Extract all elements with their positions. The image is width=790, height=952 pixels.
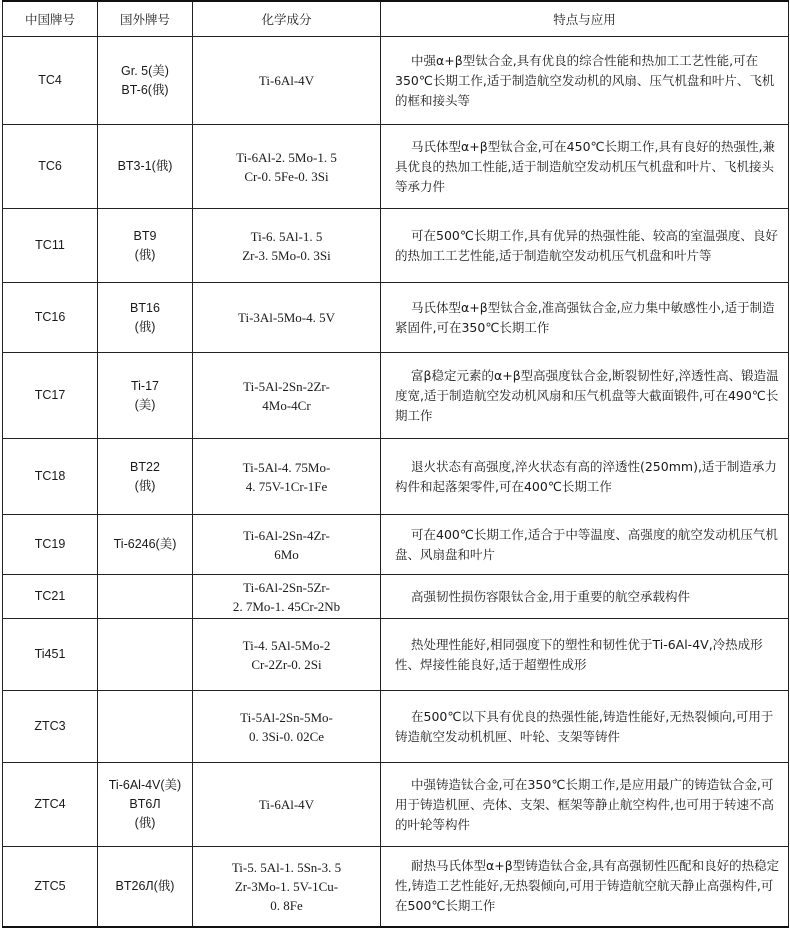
chemical-composition-line: Cr-0. 5Fe-0. 3Si [244, 168, 329, 184]
foreign-grade-line: Ti-6Al-4V(美) [108, 778, 182, 792]
features-applications-text: 可在500℃长期工作,具有优异的热强性能、较高的室温强度、良好的热加工工艺性能,适于制造航空发动机压气机盘和叶片等 [395, 227, 778, 263]
cn-grade-cell: ZTC4 [3, 763, 98, 847]
chemical-composition-line: Ti-6Al-4V [258, 797, 315, 812]
chemical-composition-line: Ti-5Al-2Sn-2Zr- [243, 378, 330, 394]
chemical-composition-cell [193, 763, 381, 847]
cn-grade-cell: TC4 [3, 37, 98, 125]
table-row [3, 439, 789, 515]
features-applications-cell [381, 515, 789, 575]
foreign-grade-cell [98, 283, 193, 353]
foreign-grade-line: BT22 [130, 459, 160, 474]
foreign-grade-cell [98, 353, 193, 439]
cn-grade-cell: TC18 [3, 439, 98, 515]
chemical-composition-line: Ti-6Al-2. 5Mo-1. 5 [236, 149, 337, 165]
foreign-grade-line: (俄) [134, 816, 156, 830]
features-applications-text: 耐热马氏体型α+β型铸造钛合金,具有高强韧性匹配和良好的热稳定性,铸造工艺性能好,无热裂倾向,可用于铸造航空航天静止高强构件,可在500℃长期工作 [395, 858, 780, 914]
chemical-composition-cell [193, 575, 381, 619]
features-applications-text: 中强α+β型钛合金,具有优良的综合性能和热加工工艺性能,可在350℃长期工作,适于制造航空发动机的风扇、压气机盘和叶片、飞机的框和接头等 [395, 52, 775, 108]
table-row [3, 37, 789, 125]
table-row [3, 283, 789, 353]
cn-grade-cell: TC16 [3, 283, 98, 353]
chemical-composition-line: 4Mo-4Cr [262, 397, 311, 413]
foreign-grade-line: BT-6(俄) [121, 82, 169, 97]
table-row [3, 353, 789, 439]
features-applications-text: 热处理性能好,相同强度下的塑性和韧性优于Ti-6Al-4V,冷热成形性、焊接性能良好,适于超塑性成形 [395, 636, 763, 672]
cn-grade-cell: TC21 [3, 575, 98, 619]
chemical-composition-line: 4. 75V-1Cr-1Fe [245, 478, 328, 494]
foreign-grade-line: (美) [134, 397, 156, 412]
table-row [3, 763, 789, 847]
foreign-grade-line: Ti-17 [130, 378, 159, 393]
cn-grade-cell: TC19 [3, 515, 98, 575]
chemical-composition-cell [193, 37, 381, 125]
features-applications-cell [381, 439, 789, 515]
table-row [3, 209, 789, 283]
chemical-composition-cell [193, 125, 381, 209]
foreign-grade-cell [98, 691, 193, 763]
chemical-composition-cell [193, 847, 381, 927]
features-applications-cell [381, 847, 789, 927]
chemical-composition-cell [193, 209, 381, 283]
foreign-grade-cell [98, 619, 193, 691]
foreign-grade-line: BT3-1(俄) [117, 159, 173, 173]
chemical-composition-cell [193, 691, 381, 763]
features-applications-text: 在500℃以下具有优良的热强性能,铸造性能好,无热裂倾向,可用于铸造航空发动机机匣、叶轮、支架等铸件 [395, 708, 774, 744]
foreign-grade-line: BT16 [130, 300, 160, 315]
chemical-composition-line: Zr-3. 5Mo-0. 3Si [242, 247, 331, 263]
foreign-grade-cell [98, 763, 193, 847]
features-applications-text: 退火状态有高强度,淬火状态有高的淬透性(250mm),适于制造承力构件和起落架零件,可在400℃长期工作 [395, 458, 777, 494]
features-applications-text: 高强韧性损伤容限钛合金,用于重要的航空承载构件 [411, 588, 690, 604]
features-applications-text: 马氏体型α+β型钛合金,可在450℃长期工作,具有良好的热强性,兼具优良的热加工性能,适于制造航空发动机压气机盘和叶片、飞机接头等承力件 [395, 138, 776, 194]
features-applications-cell [381, 209, 789, 283]
cn-grade-cell: ZTC5 [3, 847, 98, 927]
chemical-composition-line: Ti-6Al-2Sn-4Zr- [243, 527, 330, 543]
foreign-grade-cell [98, 37, 193, 125]
chemical-composition-line: Ti-5Al-4. 75Mo- [242, 459, 331, 475]
features-applications-text: 可在400℃长期工作,适合于中等温度、高强度的航空发动机压气机盘、风扇盘和叶片 [395, 526, 778, 562]
features-applications-cell [381, 283, 789, 353]
header-row [3, 1, 789, 37]
chemical-composition-cell [193, 439, 381, 515]
features-applications-cell [381, 353, 789, 439]
chemical-composition-line: 0. 8Fe [270, 897, 303, 913]
chemical-composition-line: Ti-5Al-2Sn-5Mo- [240, 709, 333, 725]
foreign-grade-line: BT6Л [129, 797, 161, 811]
features-applications-cell [381, 37, 789, 125]
chemical-composition-cell [193, 515, 381, 575]
foreign-grade-line: BT9 [133, 228, 157, 243]
chemical-composition-line: Zr-3Mo-1. 5V-1Cu- [234, 878, 339, 894]
cn-grade-cell: TC17 [3, 353, 98, 439]
foreign-grade-cell [98, 847, 193, 927]
chemical-composition-line: 6Mo [274, 546, 299, 562]
table-row [3, 125, 789, 209]
table-row [3, 619, 789, 691]
chemical-composition-line: Ti-6Al-2Sn-5Zr- [243, 579, 330, 595]
features-applications-cell [381, 763, 789, 847]
foreign-grade-cell [98, 439, 193, 515]
table-row [3, 575, 789, 619]
features-applications-cell [381, 619, 789, 691]
cn-grade-cell: TC6 [3, 125, 98, 209]
foreign-grade-line: (俄) [134, 247, 156, 262]
foreign-grade-cell [98, 125, 193, 209]
foreign-grade-line: Ti-6246(美) [113, 537, 177, 551]
chemical-composition-line: Cr-2Zr-0. 2Si [251, 656, 322, 672]
features-applications-text: 中强铸造钛合金,可在350℃长期工作,是应用最广的铸造钛合金,可用于铸造机匣、壳体、支架、框架等静止航空构件,也可用于转速不高的叶轮等构件 [395, 776, 774, 832]
header-chemical-composition: 化学成分 [193, 1, 381, 37]
chemical-composition-line: Ti-6Al-4V [258, 73, 315, 88]
table-row [3, 691, 789, 763]
header-features-applications: 特点与应用 [381, 1, 789, 37]
features-applications-text: 富β稳定元素的α+β型高强度钛合金,断裂韧性好,淬透性高、锻造温度宽,适于制造航空发动机风扇和压气机盘等大截面锻件,可在490℃长期工作 [395, 367, 779, 423]
table-row [3, 515, 789, 575]
chemical-composition-cell [193, 353, 381, 439]
foreign-grade-line: BT26Л(俄) [115, 878, 175, 893]
chemical-composition-line: Ti-6. 5Al-1. 5 [250, 228, 323, 244]
table-body [3, 37, 789, 927]
chemical-composition-cell [193, 619, 381, 691]
chemical-composition-line: 0. 3Si-0. 02Ce [248, 728, 325, 744]
features-applications-cell [381, 691, 789, 763]
features-applications-cell [381, 125, 789, 209]
chemical-composition-cell [193, 283, 381, 353]
titanium-alloy-table [2, 0, 789, 928]
chemical-composition-line: 2. 7Mo-1. 45Cr-2Nb [232, 598, 341, 614]
header-cn-grade: 中国牌号 [3, 1, 98, 37]
cn-grade-cell: Ti451 [3, 619, 98, 691]
foreign-grade-line: (俄) [134, 319, 156, 334]
chemical-composition-line: Ti-5. 5Al-1. 5Sn-3. 5 [231, 859, 342, 875]
header-foreign-grade: 国外牌号 [98, 1, 193, 37]
chemical-composition-line: Ti-3Al-5Mo-4. 5V [237, 310, 336, 325]
chemical-composition-line: Ti-4. 5Al-5Mo-2 [242, 637, 331, 653]
features-applications-cell [381, 575, 789, 619]
foreign-grade-line: Gr. 5(美) [121, 63, 169, 78]
features-applications-text: 马氏体型α+β型钛合金,准高强钛合金,应力集中敏感性小,适于制造紧固件,可在350℃长期工作 [395, 299, 775, 335]
foreign-grade-cell [98, 209, 193, 283]
table-row [3, 847, 789, 927]
foreign-grade-line: (俄) [134, 478, 156, 493]
cn-grade-cell: TC11 [3, 209, 98, 283]
cn-grade-cell: ZTC3 [3, 691, 98, 763]
foreign-grade-cell [98, 575, 193, 619]
foreign-grade-cell [98, 515, 193, 575]
